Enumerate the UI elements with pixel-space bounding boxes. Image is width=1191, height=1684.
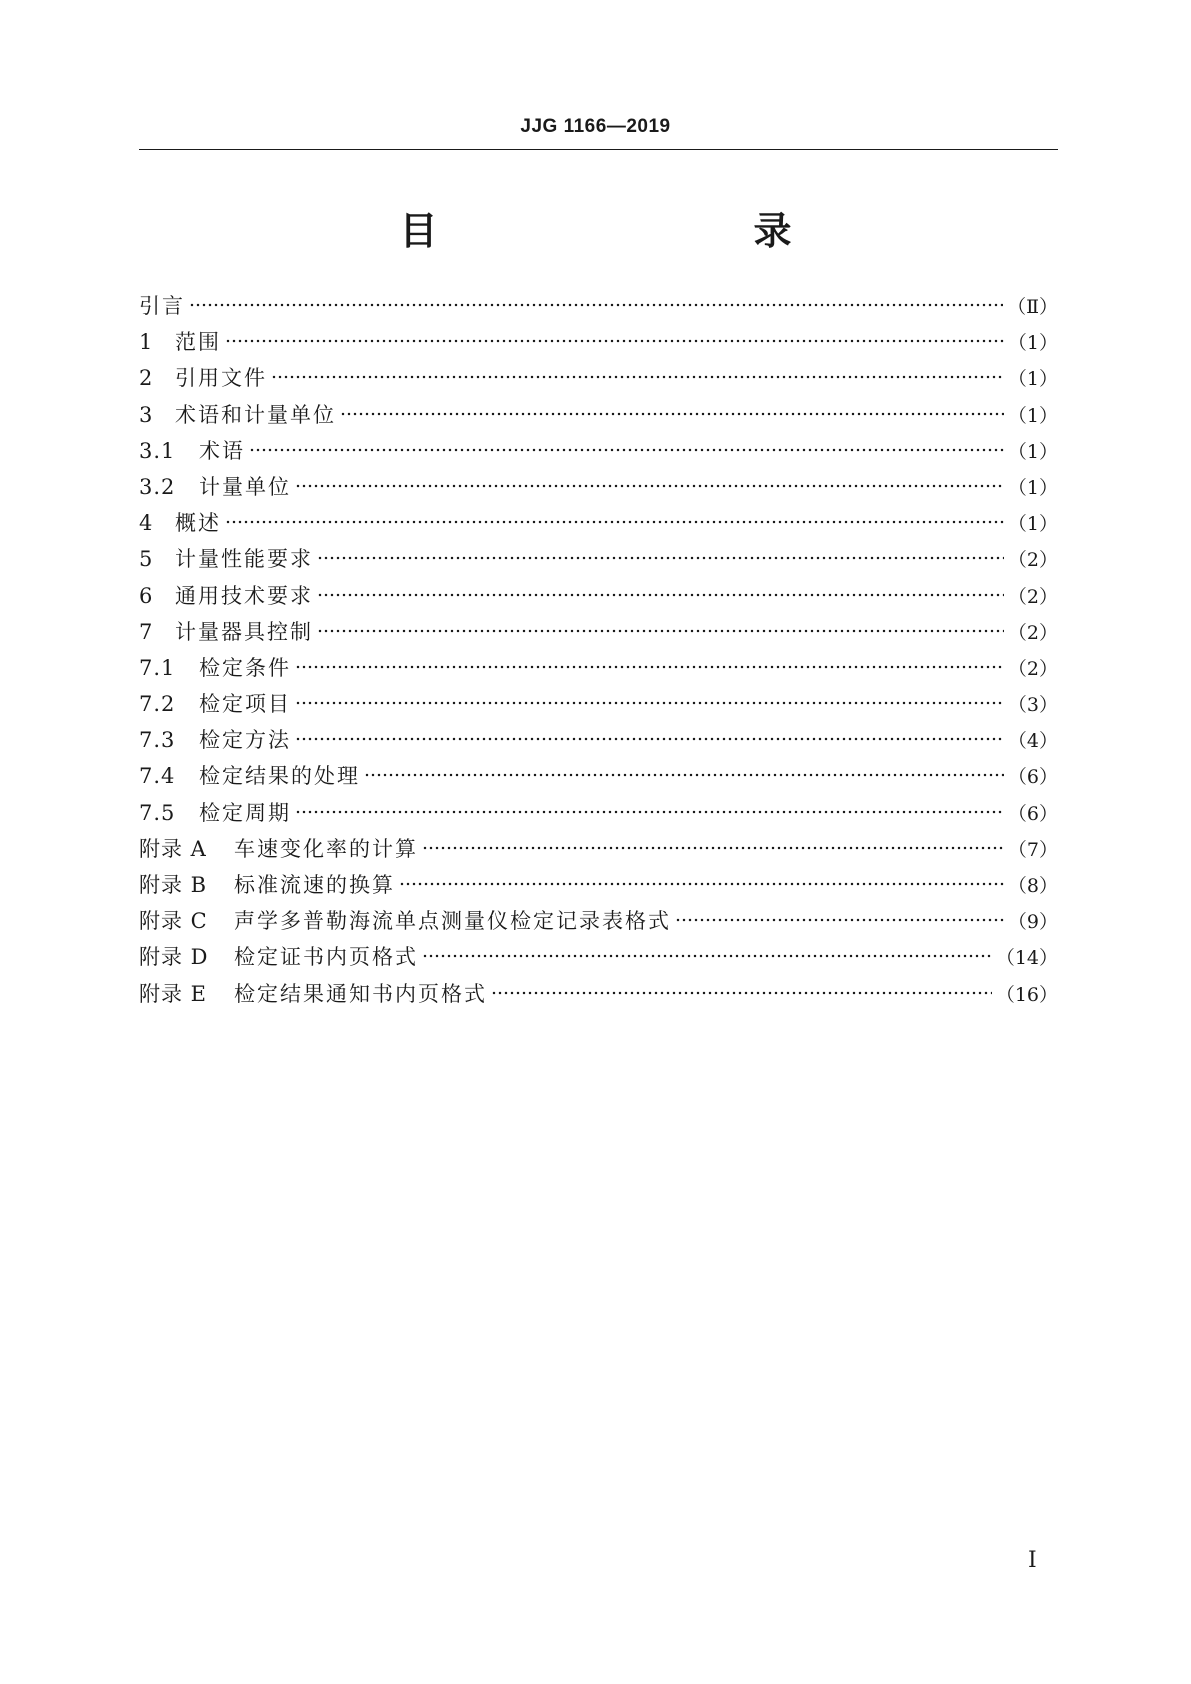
toc-entry[interactable]	[139, 505, 1058, 541]
toc-entry-number: 附录 C	[139, 909, 208, 934]
toc-entry-page: （8）	[1007, 875, 1058, 897]
toc-entry-label: 声学多普勒海流单点测量仪检定记录表格式	[234, 909, 671, 934]
toc-entry-number: 6	[139, 583, 154, 608]
toc-entry-label: 术语和计量单位	[175, 402, 336, 427]
toc-entry-label: 车速变化率的计算	[234, 836, 418, 861]
toc-entry[interactable]	[139, 976, 1058, 1012]
toc-entry-page: （6）	[1007, 802, 1058, 825]
toc-entry[interactable]	[139, 722, 1058, 758]
dot-leader	[399, 874, 1004, 894]
toc-entry-number: 附录 B	[139, 873, 208, 897]
toc-entry-number: 7.2	[139, 692, 176, 717]
toc-entry-number: 2	[139, 366, 154, 391]
dot-leader	[317, 548, 1004, 568]
toc-entry-number: 附录 A	[139, 836, 207, 861]
toc-entry-label: 范围	[175, 330, 221, 355]
toc-entry[interactable]	[139, 397, 1058, 433]
toc-entry-page: （4）	[1007, 730, 1058, 753]
page-number: Ⅰ	[1028, 1548, 1037, 1573]
toc-title: 目 录	[399, 209, 872, 253]
dot-leader	[295, 693, 1004, 713]
toc-entry-label: 检定项目	[199, 692, 291, 717]
toc-entry-number: 4	[139, 511, 154, 536]
toc-entry[interactable]	[139, 867, 1058, 903]
toc-entry-page: （1）	[1007, 404, 1058, 427]
toc-entry-label: 检定结果通知书内页格式	[234, 981, 487, 1006]
toc-entry-page: （1）	[1007, 368, 1058, 391]
toc-entry-number: 5	[139, 547, 154, 572]
toc-entry-label: 检定证书内页格式	[234, 945, 418, 970]
toc-entry-number: 3.2	[139, 474, 176, 499]
toc-entry-page: （Ⅱ）	[1007, 296, 1058, 318]
toc-entry[interactable]	[139, 939, 1058, 975]
toc-entry-number: 1	[139, 330, 154, 355]
toc-entry-label: 标准流速的换算	[234, 873, 395, 897]
toc-entry-page: （1）	[1007, 513, 1058, 536]
toc-entry-label: 引言	[139, 294, 185, 318]
toc-entry[interactable]	[139, 541, 1058, 577]
toc-entry-number: 7.3	[139, 728, 176, 753]
dot-leader	[491, 983, 992, 1003]
toc-entry-label: 引用文件	[175, 366, 267, 391]
toc-entry-page: （1）	[1007, 476, 1058, 499]
toc-entry-number: 附录 D	[139, 945, 209, 970]
toc-entry-label: 检定周期	[199, 800, 291, 825]
toc-entry-page: （6）	[1007, 766, 1058, 789]
toc-entry-page: （16）	[995, 983, 1058, 1006]
toc-entry-page: （2）	[1007, 585, 1058, 608]
toc-entry-page: （9）	[1007, 911, 1058, 934]
header-rule	[139, 149, 1058, 150]
toc-entry-page: （1）	[1007, 440, 1058, 463]
dot-leader	[295, 729, 1004, 749]
toc-entry[interactable]	[139, 360, 1058, 396]
toc-entry-label: 计量单位	[199, 474, 291, 499]
toc-entry-label: 计量器具控制	[175, 619, 313, 644]
dot-leader	[225, 512, 1004, 532]
toc-entry[interactable]	[139, 288, 1058, 324]
toc-entry-label: 通用技术要求	[175, 583, 313, 608]
dot-leader	[675, 910, 1004, 930]
toc-entry-page: （14）	[995, 947, 1058, 970]
dot-leader	[295, 657, 1004, 677]
dot-leader	[189, 295, 1003, 315]
toc-entry-label: 检定方法	[199, 728, 291, 753]
toc-entry-page: （2）	[1007, 621, 1058, 644]
toc-entry-number: 7.4	[139, 764, 176, 789]
toc-entry[interactable]	[139, 469, 1058, 505]
dot-leader	[340, 404, 1004, 424]
toc-entry-page: （7）	[1007, 838, 1058, 861]
toc-entry[interactable]	[139, 903, 1058, 939]
toc-entry[interactable]	[139, 614, 1058, 650]
dot-leader	[422, 946, 992, 966]
toc-entry-number: 7.1	[139, 655, 176, 680]
toc-entry-number: 7.5	[139, 800, 176, 825]
toc-entry[interactable]	[139, 758, 1058, 794]
toc-entry-label: 检定条件	[199, 655, 291, 680]
toc-entry-label: 计量性能要求	[175, 547, 313, 572]
dot-leader	[364, 765, 1004, 785]
toc-entry[interactable]	[139, 795, 1058, 831]
toc-entry-label: 检定结果的处理	[199, 764, 360, 789]
dot-leader	[271, 367, 1004, 387]
dot-leader	[295, 802, 1004, 822]
standard-code-header: JJG 1166—2019	[520, 116, 671, 137]
dot-leader	[295, 476, 1004, 496]
toc-entry-label: 术语	[199, 438, 245, 463]
dot-leader	[317, 585, 1004, 605]
toc-entry[interactable]	[139, 650, 1058, 686]
table-of-contents	[139, 288, 1058, 1012]
toc-entry[interactable]	[139, 831, 1058, 867]
toc-entry-number: 3.1	[139, 438, 176, 463]
dot-leader	[249, 440, 1004, 460]
toc-entry-label: 概述	[175, 511, 221, 536]
toc-entry-page: （2）	[1007, 549, 1058, 572]
dot-leader	[422, 838, 1004, 858]
toc-entry-number: 附录 E	[139, 981, 208, 1006]
toc-entry-page: （2）	[1007, 657, 1058, 680]
dot-leader	[317, 621, 1004, 641]
toc-entry[interactable]	[139, 324, 1058, 360]
toc-entry-number: 3	[139, 402, 154, 427]
toc-entry-page: （1）	[1007, 332, 1058, 355]
toc-entry[interactable]	[139, 686, 1058, 722]
toc-entry[interactable]	[139, 433, 1058, 469]
toc-entry[interactable]	[139, 578, 1058, 614]
toc-entry-page: （3）	[1007, 694, 1058, 717]
toc-entry-number: 7	[139, 619, 154, 644]
dot-leader	[225, 331, 1004, 351]
